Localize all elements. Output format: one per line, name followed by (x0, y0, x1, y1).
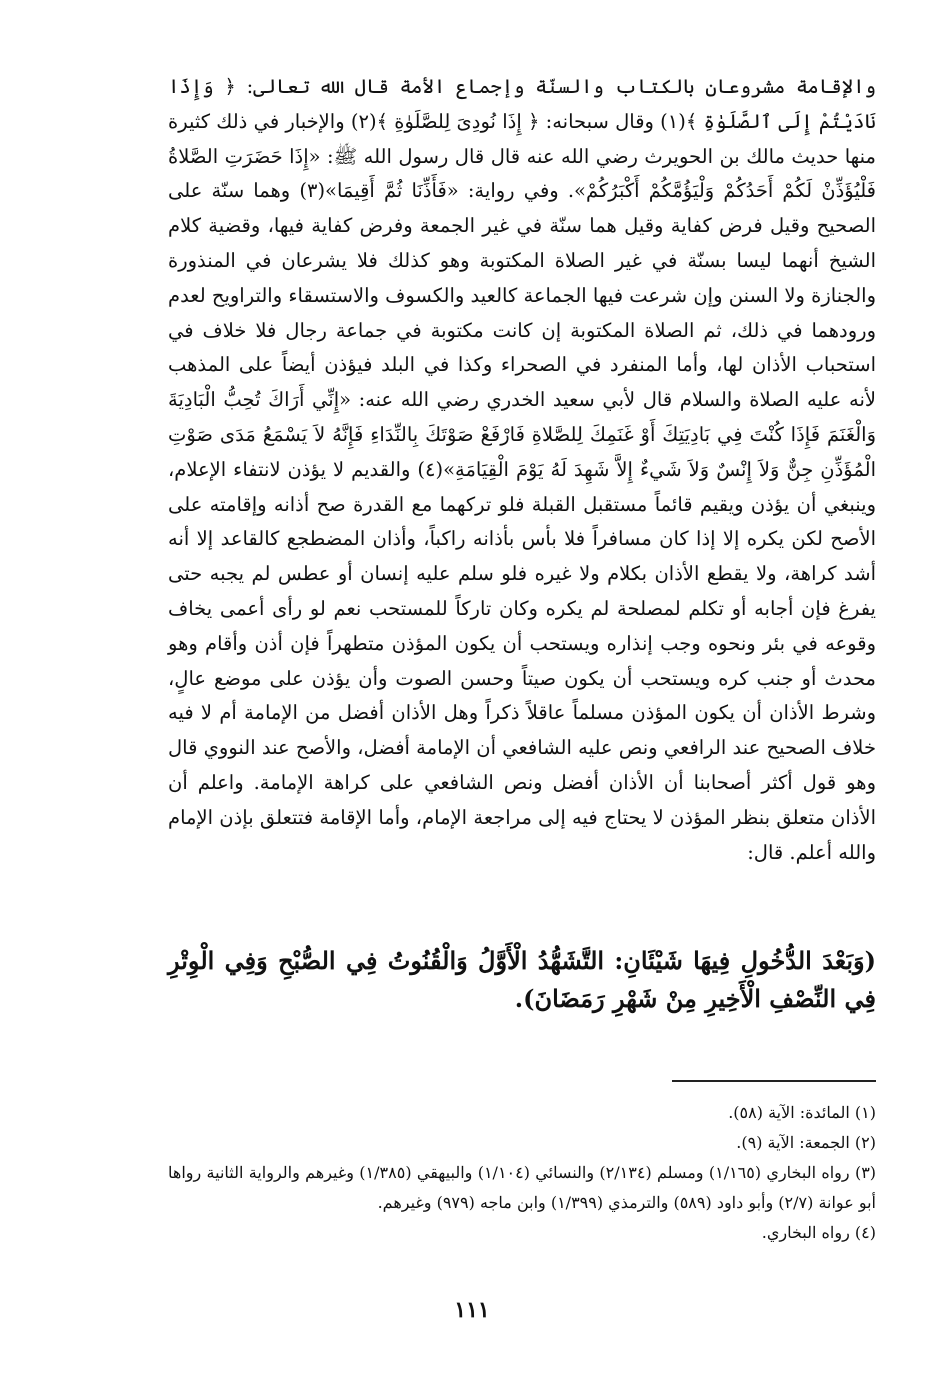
footnote-separator (672, 1080, 876, 1082)
page-number: ١١١ (454, 1297, 490, 1323)
main-paragraph: والإقامة مشروعان بالكتاب والسنّة وإجماع الأمة قال الله تعالى: ﴿ وَإِذَا نَادَيْتُمْ إِلَى ٱلصَّلَوٰةِ ﴾(١) وقال سبحانه: ﴿ إِذَا نُودِىَ لِلصَّلَوٰةِ ﴾(٢) والإخبار في ذلك كثيرة منها حديث مالك بن الحويرث رضي الله عنه قال قال رسول الله ﷺ: «إِذَا حَضَرَتِ الصَّلاةُ فَلْيُؤَذِّنْ لَكُمْ أَحَدُكُمْ وَلْيَؤُمَّكُمْ أَكْبَرُكُمْ». وفي رواية: «فَأَذِّنَا ثُمَّ أَقِيمَا»(٣) وهما سنّة على الصحيح وقيل فرض كفاية وقيل هما سنّة في غير الجمعة وفرض كفاية فيها، وقضية كلام الشيخ أنهما ليسا بسنّة في غير الصلاة المكتوبة وهو كذلك فلا يشرعان في المنذورة والجنازة ولا السنن وإن شرعت فيها الجماعة كالعيد والكسوف والاستسقاء والتراويح لعدم ورودهما في ذلك، ثم الصلاة المكتوبة إن كانت مكتوبة في جماعة رجال فلا خلاف في استحباب الأذان لها، وأما المنفرد في الصحراء وكذا في البلد فيؤذن أيضاً على المذهب لأنه عليه الصلاة والسلام قال لأبي سعيد الخدري رضي الله عنه: «إِنِّي أَرَاكَ تُحِبُّ الْبَادِيَةَ وَالْغَنَمَ فَإِذَا كُنْتَ فِي بَادِيَتِكَ أَوْ غَنَمِكَ لِلصَّلاةِ فَارْفَعْ صَوْتَكَ بِالنِّدَاءِ فَإِنَّهُ لاَ يَسْمَعُ مَدَى صَوْتِ الْمُؤَذِّنِ جِنٌّ وَلاَ إِنْسٌ وَلاَ شَيءٌ إِلاَّ شَهِدَ لَهُ يَوْمَ الْقِيَامَةِ»(٤) والقديم لا يؤذن لانتفاء الإعلام، وينبغي أن يؤذن ويقيم قائماً مستقبل القبلة فلو تركهما مع القدرة صح أذانه وإقامته على الأصح لكن يكره إلا إذا كان مسافراً فلا بأس بأذانه راكباً، وأذان المضطجع كالقاعد إلا أنه أشد كراهة، ولا يقطع الأذان بكلام ولا غيره فلو سلم عليه إنسان أو عطس لم يجبه حتى يفرغ فإن أجابه أو تكلم لمصلحة لم يكره وكان تاركاً للمستحب نعم لو رأى أعمى يخاف وقوعه في بئر ونحوه وجب إنذاره ويستحب أن يكون المؤذن متطهراً فإن أذن وأقام وهو محدث أو جنب كره ويستحب أن يكون صيتاً وحسن الصوت وأن يؤذن على موضع عالٍ، وشرط الأذان أن يكون المؤذن مسلماً عاقلاً ذكراً وهل الأذان أفضل من الإمامة أم لا فيه خلاف الصحيح عند الرافعي ونص عليه الشافعي أن الإمامة أفضل، والأصح عند النووي قال وهو قول أكثر أصحابنا أن الأذان أفضل ونص الشافعي على كراهة الإمامة. واعلم أن الأذان متعلق بنظر المؤذن لا يحتاج فيه إلى مراجعة الإمام، وأما الإقامة فتتعلق بإذن الإمام والله أعلم. قال: (168, 75, 877, 864)
footnote-2: (٢) الجمعة: الآية (٩). (736, 1133, 876, 1152)
footnote-1: (١) المائدة: الآية (٥٨). (728, 1103, 876, 1122)
main-text-block (168, 70, 876, 870)
footnote-3: (٣) رواه البخاري (١/١٦٥) ومسلم (٢/١٣٤) والنسائي (١/١٠٤) والبيهقي (١/٣٨٥) وغيرهم والرواية الثانية رواها أبو عوانة (٢/٧) وأبو داود (٥٨٩) والترمذي (١/٣٩٩) وابن ماجه (٩٧٩) وغيرهم. (168, 1163, 877, 1212)
footnotes (168, 1098, 876, 1248)
matn-quote-block (168, 942, 876, 1018)
matn-quote: (وَبَعْدَ الدُّخُولِ فِيهَا شَيْئَانِ: التَّشَهُّدُ الْأَوَّلُ وَالْقُنُوتُ فِي الصُّبْحِ وَفِي الْوِتْرِ فِي النِّصْفِ الْأَخِيرِ مِنْ شَهْرِ رَمَضَانَ). (168, 946, 876, 1013)
footnote-4: (٤) رواه البخاري. (761, 1223, 876, 1242)
